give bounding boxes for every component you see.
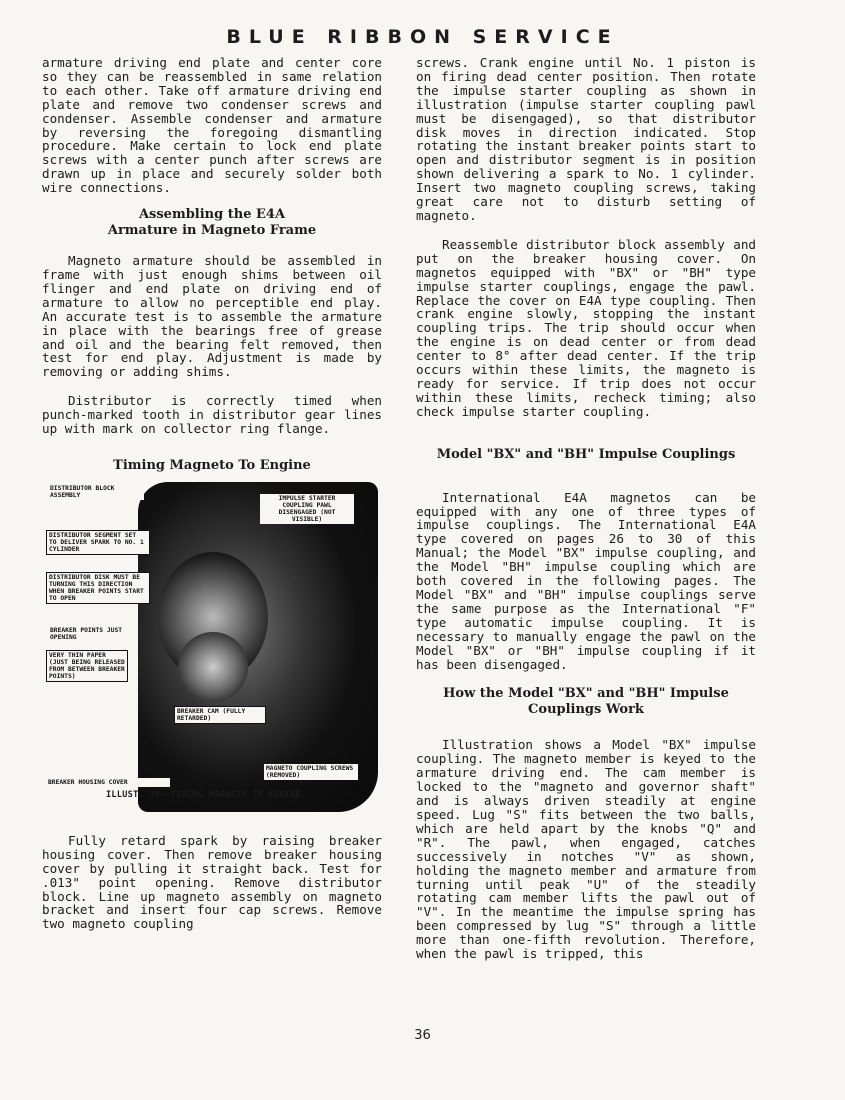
label-breaker-points: BREAKER POINTS JUST OPENING: [48, 626, 132, 642]
label-thin-paper: VERY THIN PAPER (JUST BEING RELEASED FROM BETWEEN BREAKER POINTS): [46, 650, 128, 682]
paragraph: screws. Crank engine until No. 1 piston is on firing dead center position. Then rotate the impulse starter coupling as shown in illustration (impulse starter coupling pawl must be disengaged), so that distributor disk moves in direction indicated. Stop rotating the instant breaker points start to open and distributor segment is in position shown delivering a spark to No. 1 cylinder. Insert two magneto coupling screws, taking great care not to disturb setting of magneto.: [416, 55, 756, 223]
label-impulse-pawl: IMPULSE STARTER COUPLING PAWL DISENGAGED (NOT VISIBLE): [260, 494, 354, 524]
paragraph: armature driving end plate and center core so they can be reassembled in same relation to each other. Take off armature driving end plate and remove two condenser screws and condenser. Assemble condenser and armature by reversing the foregoing dismantling procedure. Make certain to lock end plate screws with a center punch after screws are drawn up in place and securely solder both wire connections.: [42, 55, 382, 196]
breaker-cap-image: [178, 632, 248, 702]
section-heading: How the Model "BX" and "BH" Impulse Couplings Work: [443, 686, 729, 718]
label-breaker-cam: BREAKER CAM (FULLY RETARDED): [174, 706, 266, 724]
section-heading: Assembling the E4A Armature in Magneto Frame: [107, 207, 317, 239]
label-distributor-segment: DISTRIBUTOR SEGMENT SET TO DELIVER SPARK TO NO. 1 CYLINDER: [46, 530, 150, 555]
page-number: 36: [414, 1028, 431, 1043]
figure-caption: ILLUST. 70--TIMING MAGNETO TO ENGINE.: [106, 789, 307, 800]
page-header: BLUE RIBBON SERVICE: [226, 26, 619, 48]
paragraph: Illustration shows a Model "BX" impulse coupling. The magneto member is keyed to the armature driving end. The cam member is locked to the "magneto and governor shaft" and is always driven steadily at engine speed. Lug "S" fits between the two balls, which are held apart by the knobs "Q" and "R". The pawl, when engaged, catches successively in notches "V" as shown, holding the magneto member and armature from turning until peak "U" of the steadily rotating cam member lifts the pawl out of "V". In the meantime the impulse spring has been compressed by lug "S" through a little more than one-fifth revolution. Therefore, when the pawl is tripped, this: [416, 737, 756, 962]
paragraph: Reassemble distributor block assembly and put on the breaker housing cover. On magnetos equipped with "BX" or "BH" type impulse starter couplings, engage the pawl. Replace the cover on E4A type coupling. Then crank engine slowly, stopping the instant coupling trips. The trip should occur when the engine is on dead center or from dead center to 8° after dead center. If the trip occurs within these limits, the magneto is ready for service. If trip does not occur within these limits, recheck timing; also check impulse starter coupling.: [416, 236, 756, 419]
label-breaker-housing: BREAKER HOUSING COVER: [46, 778, 170, 787]
section-heading: Model "BX" and "BH" Impulse Couplings: [436, 446, 736, 462]
left-column: [42, 56, 382, 931]
paragraph: International E4A magnetos can be equipped with any one of three types of impulse couplings. The International E4A type covered on pages 26 to 30 of this Manual; the Model "BX" impulse coupling, and the Model "BH" impulse coupling which are both covered in the following pages. The Model "BX" and "BH" impulse couplings serve the same purpose as the International "F" type automatic impulse coupling. It is necessary to manually engage the pawl on the Model "BX" or "BH" impulse coupling if it has been disengaged.: [416, 489, 756, 672]
section-heading: Timing Magneto To Engine: [113, 457, 311, 473]
label-distributor-block: DISTRIBUTOR BLOCK ASSEMBLY: [48, 484, 144, 500]
timing-illustration: [42, 474, 382, 834]
paragraph: Fully retard spark by raising breaker housing cover. Then remove breaker housing cover by pulling it straight back. Test for .013" point opening. Remove distributor block. Line up magneto assembly on magneto bracket and insert four cap screws. Remove two magneto coupling: [42, 832, 382, 932]
paragraph: Distributor is correctly timed when punch-marked tooth in distributor gear lines up with mark on collector ring flange.: [42, 393, 382, 437]
right-column: [416, 56, 756, 961]
label-coupling-screws: MAGNETO COUPLING SCREWS (REMOVED): [264, 764, 358, 780]
magneto-photo: [138, 482, 378, 812]
paragraph: Magneto armature should be assembled in frame with just enough shims between oil flinger and end plate on driving end of armature to allow no perceptible end play. An accurate test is to assemble the armature in place with the bearings free of grease and oil and the bearing felt removed, then test for end play. Adjustment is made by removing or adding shims.: [42, 253, 382, 380]
label-distributor-disk: DISTRIBUTOR DISK MUST BE TURNING THIS DIRECTION WHEN BREAKER POINTS START TO OPEN: [46, 572, 150, 604]
